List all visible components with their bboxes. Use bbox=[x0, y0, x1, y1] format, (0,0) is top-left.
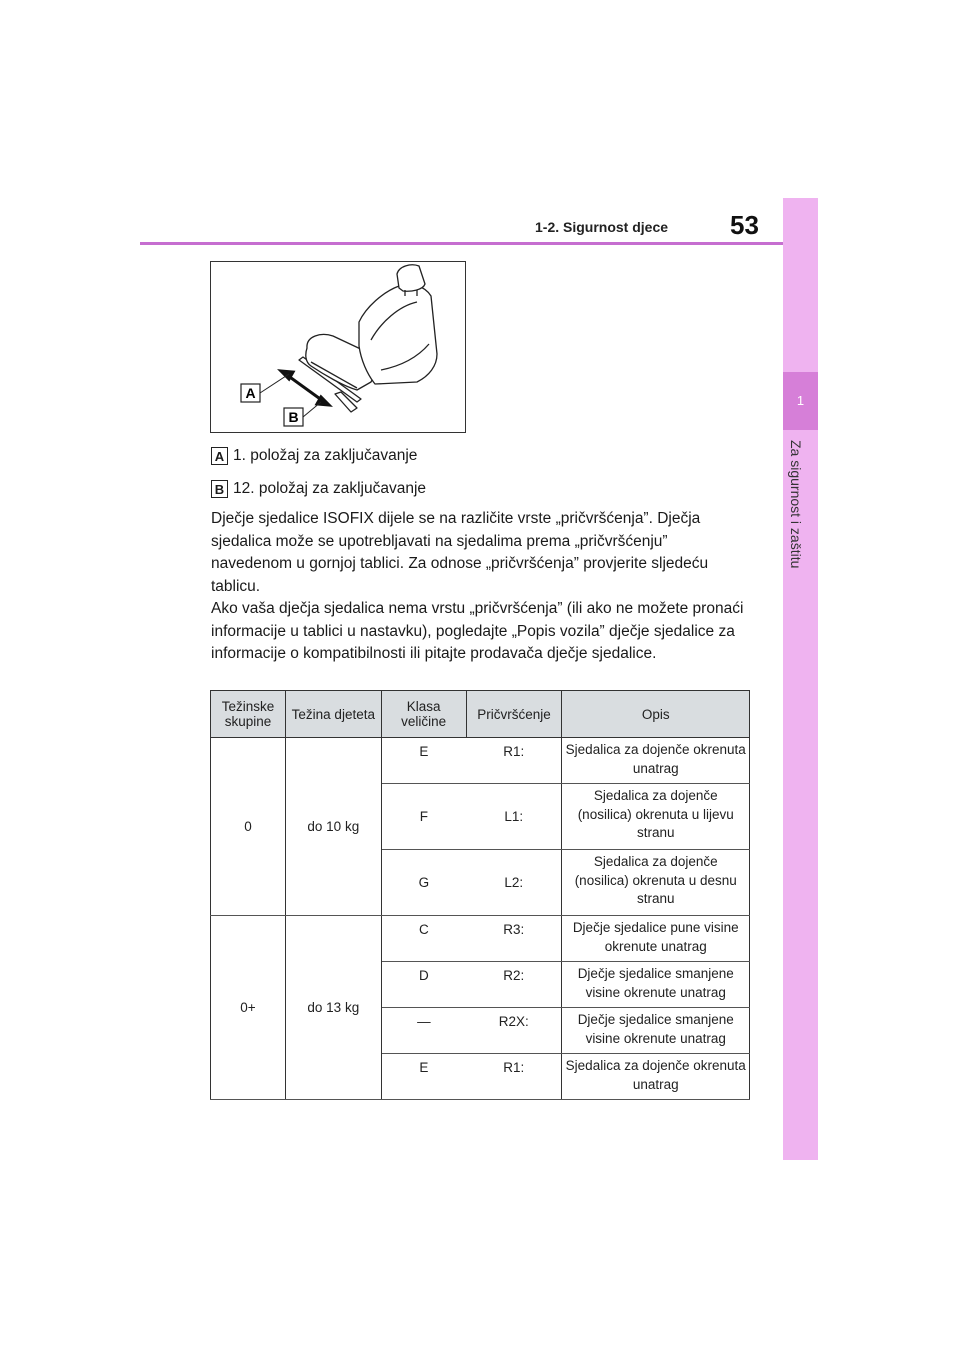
header-weight-group: Težinske skupine bbox=[211, 691, 286, 738]
description-cell: Sjedalica za dojenče okrenuta unatrag bbox=[562, 738, 750, 784]
description-cell: Sjedalica za dojenče okrenuta unatrag bbox=[562, 1054, 750, 1100]
size-class-cell: E bbox=[381, 738, 466, 784]
legend-item-b bbox=[211, 480, 426, 498]
paragraph-1: Dječje sjedalice ISOFIX dijele se na različite vrste „pričvršćenja”. Dječja sjedalica može se upotrebljavati na sjedalima prema „pričvršćenju” navedenom u gornjoj tablici. Za odnose „pričvršćenja” provjerite sljedeću tablicu. bbox=[211, 510, 709, 595]
label-b: B bbox=[288, 409, 299, 425]
legend-text-a: 1. položaj za zaključavanje bbox=[233, 447, 418, 465]
description-cell: Dječje sjedalice smanjene visine okrenute unatrag bbox=[562, 1008, 750, 1054]
size-class-cell: — bbox=[381, 1008, 466, 1054]
chapter-number: 1 bbox=[796, 393, 805, 408]
size-class-cell: D bbox=[381, 962, 466, 1008]
header-child-weight: Težina djeteta bbox=[285, 691, 381, 738]
table-row bbox=[211, 738, 750, 784]
seat-headrest bbox=[397, 265, 425, 291]
badge-b: B bbox=[211, 480, 228, 498]
fixture-cell: R3: bbox=[466, 916, 562, 962]
description-cell: Sjedalica za dojenče (nosilica) okrenuta u desnu stranu bbox=[562, 850, 750, 916]
size-class-cell: G bbox=[381, 850, 466, 916]
body-text bbox=[211, 508, 751, 666]
isofix-size-class-table bbox=[210, 690, 750, 1100]
group-cell: 0+ bbox=[211, 916, 286, 1100]
header-description: Opis bbox=[562, 691, 750, 738]
header-fixture: Pričvršćenje bbox=[466, 691, 562, 738]
weight-cell: do 13 kg bbox=[285, 916, 381, 1100]
fixture-cell: R1: bbox=[466, 738, 562, 784]
fixture-cell: L2: bbox=[466, 850, 562, 916]
seat-illustration bbox=[210, 261, 466, 433]
legend-text-b: 12. položaj za zaključavanje bbox=[233, 480, 427, 498]
description-cell: Sjedalica za dojenče (nosilica) okrenuta u lijevu stranu bbox=[562, 784, 750, 850]
description-cell: Dječje sjedalice pune visine okrenute unatrag bbox=[562, 916, 750, 962]
group-cell: 0 bbox=[211, 738, 286, 916]
table-row bbox=[211, 916, 750, 962]
size-class-cell: F bbox=[381, 784, 466, 850]
chapter-tab bbox=[783, 198, 818, 1160]
page-number: 53 bbox=[730, 210, 759, 240]
label-a: A bbox=[245, 385, 256, 401]
badge-a: A bbox=[211, 447, 228, 465]
seat-backrest bbox=[359, 284, 437, 384]
weight-cell: do 10 kg bbox=[285, 738, 381, 916]
size-class-cell: C bbox=[381, 916, 466, 962]
fixture-cell: L1: bbox=[466, 784, 562, 850]
fixture-cell: R2X: bbox=[466, 1008, 562, 1054]
header-size-class: Klasa veličine bbox=[381, 691, 466, 738]
chapter-title: Za sigurnost i zaštitu bbox=[788, 440, 804, 569]
legend-item-a bbox=[211, 447, 417, 465]
fixture-cell: R2: bbox=[466, 962, 562, 1008]
description-cell: Dječje sjedalice smanjene visine okrenute unatrag bbox=[562, 962, 750, 1008]
section-title: 1-2. Sigurnost djece bbox=[535, 219, 669, 235]
paragraph-2: Ako vaša dječja sjedalica nema vrstu „pričvršćenja” (ili ako ne možete pronaći informacije u tablici u nastavku), pogledajte „Popis vozila” dječje sjedalice za informacije o kompatibilnosti ili pitajte prodavača dječje sjedalice. bbox=[211, 600, 744, 662]
header-rule bbox=[140, 242, 783, 245]
fixture-cell: R1: bbox=[466, 1054, 562, 1100]
size-class-cell: E bbox=[381, 1054, 466, 1100]
seat-drawing bbox=[211, 262, 465, 432]
table-header-row bbox=[211, 691, 750, 738]
